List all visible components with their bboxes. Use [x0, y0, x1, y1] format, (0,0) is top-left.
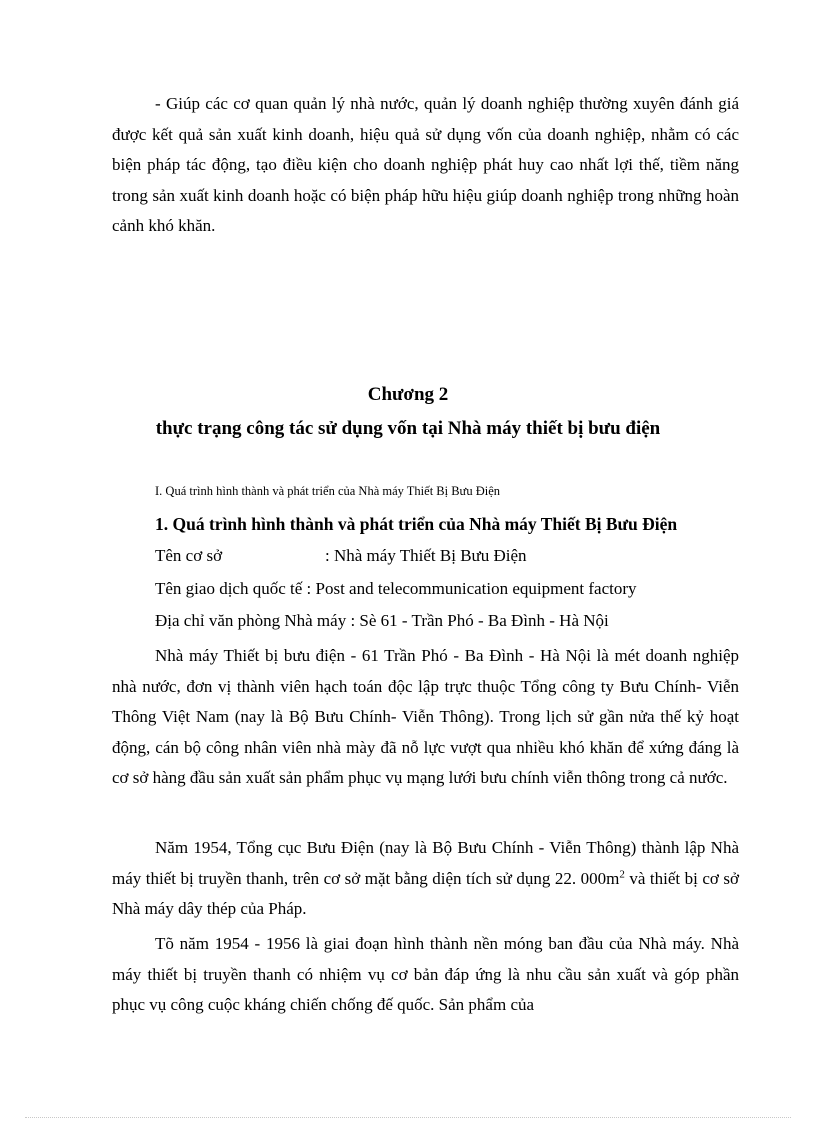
period-1954-1956-paragraph: Tõ năm 1954 - 1956 là giai đoạn hình thành nền móng ban đầu của Nhà máy. Nhà máy thiết bị truyền thanh có nhiệm vụ cơ bản đáp ứng là nhu cầu sản xuất và góp phần phục vụ công cuộc kháng chiến chống đế quốc. Sản phẩm của: [112, 934, 739, 1014]
year-1954-text-part1: Năm 1954, Tổng cục Bưu Điện (nay là Bộ Bưu Chính - Viễn Thông) thành lập Nhà máy thiết bị truyền thanh, trên cơ sở mặt bằng diện tích sử dụng 22. 000m: [112, 838, 739, 888]
section-heading-small: I. Quá trình hình thành và phát triển của Nhà máy Thiết Bị Bưu Điện: [155, 484, 501, 498]
year-1954-text-part2: và thiết bị cơ sở Nhà máy dây thép của Pháp.: [112, 868, 740, 918]
page-bottom-border: [25, 1117, 791, 1118]
info-address: Địa chỉ văn phòng Nhà máy : Sè 61 - Trần Phó - Ba Đình - Hà Nội: [155, 611, 609, 630]
square-superscript: 2: [619, 867, 625, 880]
facility-name-value: : Nhà máy Thiết Bị Bưu Điện: [325, 546, 527, 565]
section-heading-bold: 1. Quá trình hình thành và phát triển của Nhà máy Thiết Bị Bưu Điện: [155, 514, 678, 534]
facility-name-label: Tên cơ sở: [155, 546, 223, 565]
info-trade-name: Tên giao dịch quốc tế : Post and telecommunication equipment factory: [155, 579, 637, 598]
factory-paragraph: Nhà máy Thiết bị bưu điện - 61 Trần Phó - Ba Đình - Hà Nội là mét doanh nghiệp nhà nước, đơn vị thành viên hạch toán độc lập trực thuộc Tổng công ty Bưu Chính- Viễn Thông Việt Nam (nay là Bộ Bưu Chính- Viễn Thông). Trong lịch sử gần nửa thế kỷ hoạt động, cán bộ công nhân viên nhà mày đã nỗ lực vượt qua nhiều khó khăn để xứng đáng là cơ sở hàng đầu sản xuất sản phẩm phục vụ mạng lưới bưu chính viễn thông trong cả nước.: [112, 646, 739, 787]
info-facility-name: [155, 546, 527, 566]
intro-paragraph: - Giúp các cơ quan quản lý nhà nước, quản lý doanh nghiệp thường xuyên đánh giá được kết quả sản xuất kinh doanh, hiệu quả sử dụng vốn của doanh nghiệp, nhằm có các biện pháp tác động, tạo điều kiện cho doanh nghiệp phát huy cao nhất lợi thế, tiềm năng trong sản xuất kinh doanh hoặc có biện pháp hữu hiệu giúp doanh nghiệp trong những hoàn cảnh khó khăn.: [112, 94, 739, 235]
chapter-title: thực trạng công tác sử dụng vốn tại Nhà máy thiết bị bưu điện: [155, 418, 661, 439]
chapter-number: Chương 2: [367, 384, 449, 405]
year-1954-paragraph: [112, 833, 739, 925]
